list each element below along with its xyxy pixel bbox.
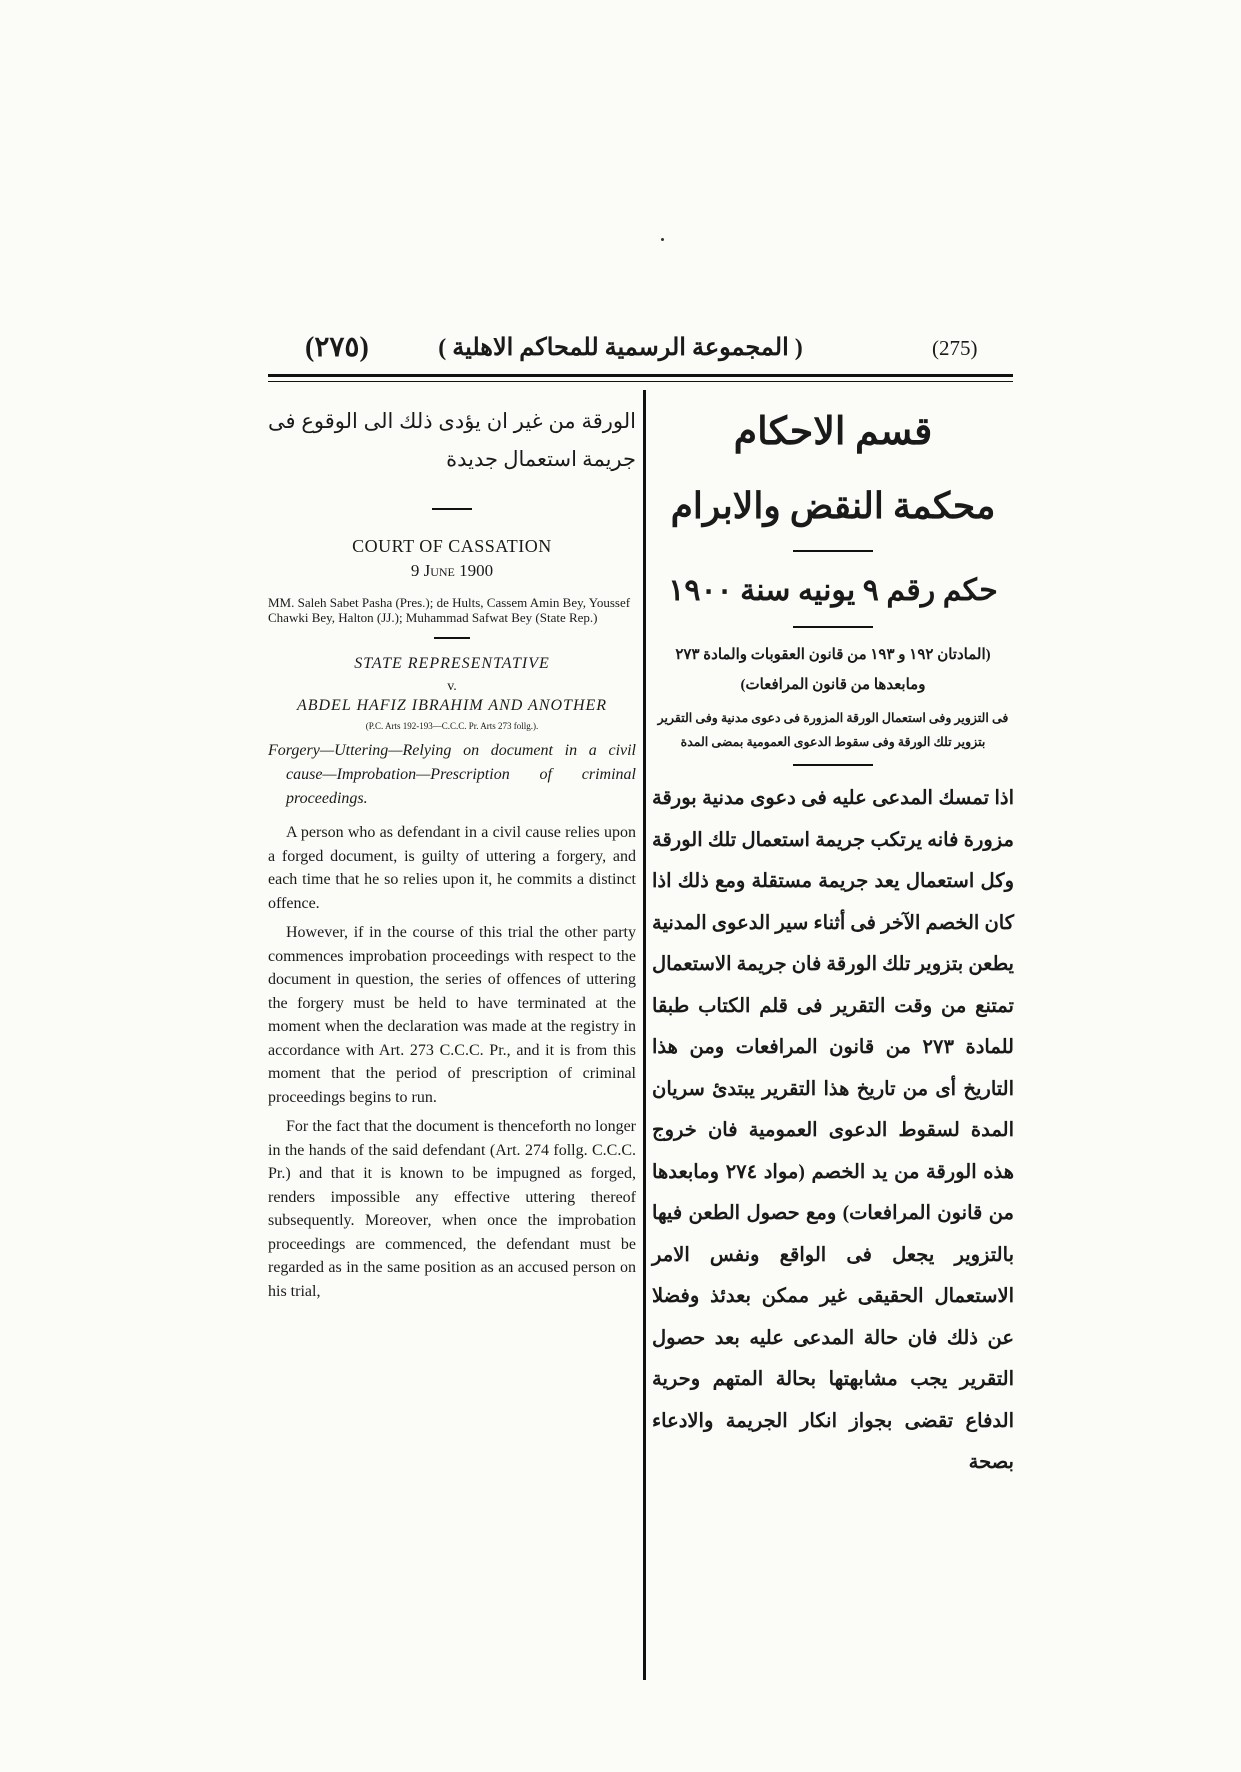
- versus: v.: [447, 679, 457, 694]
- section-rule: [434, 637, 470, 639]
- judgment-date: 9 June 1900: [410, 561, 494, 580]
- subject-summary: فى التزوير وفى استعمال الورقة المزورة فى دعوى مدنية وفى التقرير بتزوير تلك الورقة وفى سقوط الدعوى العمومية بمضى المدة: [657, 711, 1009, 749]
- scan-speck: [661, 238, 664, 241]
- paragraph: For the fact that the document is thenceforth no longer in the hands of the said defendant (Art. 274 follg. C.C.C. Pr.) and that it is known to be impugned as forged, renders impossible any effective uttering thereof subsequently. Moreover, when once the improbation proceedings are commenced, the defendant must be regarded as in the same position as an accused person on his trial,: [268, 1118, 636, 1300]
- paragraph: However, if in the course of this trial the other party commences improbation proceedings with respect to the document in question, the series of offences of uttering the forgery must be held to have terminated at the moment when the declaration was made at the registry in accordance with Art. 273 C.C.C. Pr., and it is from this moment that the period of prescription of criminal proceedings begins to run.: [268, 924, 636, 1106]
- section-rule: [793, 764, 873, 766]
- running-title: ( المجموعة الرسمية للمحاكم الاهلية ): [438, 335, 803, 361]
- paragraph: A person who as defendant in a civil cause relies upon a forged document, is guilty of uttering a forgery, and each time that he so relies upon it, he commits a distinct offence.: [268, 824, 636, 912]
- page-number-arabic: (٢٧٥): [305, 332, 369, 363]
- party-appellant: STATE REPRESENTATIVE: [354, 655, 550, 672]
- court-title: محكمة النقض والابرام: [670, 486, 996, 526]
- judges-list: MM. Saleh Sabet Pasha (Pres.); de Hults, Cassem Amin Bey, Youssef Chawki Bey, Halton (JJ.); Muhammad Safwat Bey (State Rep.): [268, 595, 631, 625]
- section-title: قسم الاحكام: [733, 411, 933, 453]
- section-rule: [793, 550, 873, 552]
- articles-cited: (المادتان ١٩٢ و ١٩٣ من قانون العقوبات والمادة ٢٧٣ ومابعدها من قانون المرافعات): [675, 647, 991, 693]
- english-column: [268, 402, 636, 1303]
- arabic-column: [652, 402, 1014, 1484]
- header-rule-thick: [268, 374, 1013, 377]
- judgment-title: حكم رقم ٩ يونيه سنة ١٩٠٠: [668, 574, 998, 607]
- section-rule: [432, 508, 472, 510]
- section-rule: [793, 626, 873, 628]
- headnote: [268, 739, 636, 811]
- arabic-continuation: الورقة من غير ان يؤدى ذلك الى الوقوع فى جريمة استعمال جديدة: [268, 409, 636, 471]
- header-rule-thin: [268, 381, 1013, 382]
- column-divider: [643, 390, 646, 1680]
- court-name: COURT OF CASSATION: [352, 536, 552, 556]
- page-number-latin: (275): [932, 336, 978, 360]
- judgment-body: اذا تمسك المدعى عليه فى دعوى مدنية بورقة مزورة فانه يرتكب جريمة استعمال تلك الورقة وكل استعمال يعد جريمة مستقلة ومع ذلك اذا كان الخصم الآخر فى أثناء سير الدعوى المدنية يطعن بتزوير تلك الورقة فان جريمة الاستعمال تمتنع من وقت التقرير فى قلم الكتاب طبقا للمادة ٢٧٣ من قانون المرافعات ومن هذا التاريخ أى من تاريخ هذا التقرير يبتدئ سريان المدة لسقوط الدعوى العمومية فان خروج هذه الورقة من يد الخصم (مواد ٢٧٤ ومابعدها من قانون المرافعات) ومع حصول الطعن فيها بالتزوير يجعل فى الواقع ونفس الامر الاستعمال الحقيقى غير ممكن بعدئذ وفضلا عن ذلك فان حالة المدعى عليه بعد حصول التقرير يجب مشابهتها بحالة المتهم وحرية الدفاع تقضى بجواز انكار الجريمة والادعاء بصحة: [652, 788, 1014, 1473]
- article-references: (P.C. Arts 192-193—C.C.C. Pr. Arts 273 follg.).: [365, 721, 539, 731]
- party-respondent: ABDEL HAFIZ IBRAHIM AND ANOTHER: [296, 697, 608, 714]
- headnote-text: Forgery—Uttering—Relying on document in a civil cause—Improbation—Prescription of criminal proceedings.: [268, 742, 636, 807]
